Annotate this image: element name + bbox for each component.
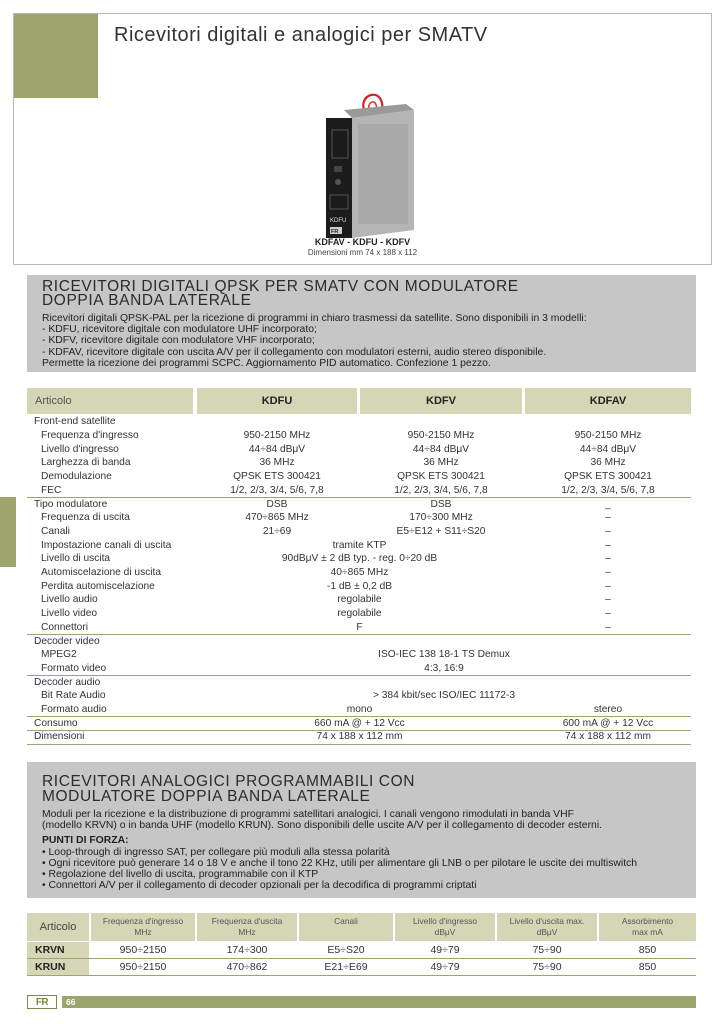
spec-value-all: ISO-IEC 138 18-1 TS Demux bbox=[378, 649, 510, 661]
page-number: 66 bbox=[66, 997, 76, 1007]
spec-value-kdfu-kdfv: tramite KTP bbox=[332, 539, 387, 551]
section2-description bbox=[42, 809, 637, 891]
analog-cell: 850 bbox=[638, 944, 657, 956]
analog-cell: 950÷2150 bbox=[119, 944, 167, 956]
section2-point: • Connettori A/V per il collegamento di decoder opzionali per la decodifica di programmi criptati bbox=[42, 880, 477, 892]
spec-value-kdfav: – bbox=[605, 525, 611, 537]
table-row bbox=[27, 429, 691, 443]
analog-cell: 850 bbox=[638, 961, 657, 973]
section1-text-line: - KDFAV, ricevitore digitale con uscita A/V per il collegamento con modulatori esterni, audio stereo disponibile. bbox=[42, 346, 547, 358]
table-row bbox=[27, 497, 691, 511]
analog-header-label: Frequenza d'uscita bbox=[211, 916, 283, 926]
table-row bbox=[27, 634, 691, 648]
analog-header-unit: dBμV bbox=[536, 927, 558, 937]
spec-value-kdfu: 1/2, 2/3, 3/4, 5/6, 7,8 bbox=[230, 484, 324, 496]
spec-row-label: Demodulazione bbox=[41, 471, 112, 483]
spec-header-kdfv: KDFV bbox=[360, 388, 522, 414]
spec-value-kdfav: 600 mA @ + 12 Vcc bbox=[562, 717, 654, 729]
analog-header-input-freq bbox=[91, 913, 195, 941]
spec-row-label: Consumo bbox=[34, 717, 78, 729]
analog-header-label: Livello d'ingresso bbox=[413, 916, 477, 926]
spec-value-kdfu-kdfv: 660 mA @ + 12 Vcc bbox=[314, 717, 405, 729]
spec-value-kdfu: 36 MHz bbox=[259, 457, 295, 469]
table-row bbox=[27, 511, 691, 525]
spec-row-label: Connettori bbox=[41, 621, 89, 633]
table-row bbox=[27, 525, 691, 539]
table-row bbox=[27, 470, 691, 484]
analog-cell: 49÷79 bbox=[430, 961, 460, 973]
spec-row-label: Dimensioni bbox=[34, 731, 85, 743]
spec-value-kdfu: 21÷69 bbox=[262, 525, 292, 537]
analog-cell: 49÷79 bbox=[430, 944, 460, 956]
analog-header-unit: dBμV bbox=[434, 927, 456, 937]
analog-header-output-level bbox=[497, 913, 597, 941]
spec-value-kdfav: 1/2, 2/3, 3/4, 5/6, 7,8 bbox=[561, 484, 655, 496]
spec-row-label: Livello d'ingresso bbox=[41, 443, 119, 455]
table-row bbox=[27, 703, 691, 718]
spec-row-label: Automiscelazione di uscita bbox=[41, 567, 162, 579]
spec-header-article: Articolo bbox=[27, 388, 193, 414]
spec-value-kdfav: 74 x 188 x 112 mm bbox=[565, 731, 651, 743]
spec-value-kdfav: – bbox=[605, 567, 611, 579]
spec-value-kdfv: 44÷84 dBμV bbox=[412, 443, 470, 455]
section1-text-line: - KDFV, ricevitore digitale con modulatore VHF incorporato; bbox=[42, 335, 315, 347]
spec-value-kdfav: – bbox=[605, 608, 611, 620]
table-row bbox=[27, 648, 691, 662]
section2-points-title: PUNTI DI FORZA: bbox=[42, 835, 129, 847]
spec-value-kdfv: E5÷E12 + S11÷S20 bbox=[396, 525, 486, 537]
spec-value-kdfav: 44÷84 dBμV bbox=[579, 443, 637, 455]
analog-cell: 950÷2150 bbox=[119, 961, 167, 973]
analog-cell: 470÷862 bbox=[226, 961, 268, 973]
table-row bbox=[27, 566, 691, 580]
spec-value-kdfu-kdfv: -1 dB ± 0,2 dB bbox=[326, 580, 393, 592]
spec-value-kdfu-kdfv: regolabile bbox=[337, 608, 382, 620]
section2-title-line2: MODULATORE DOPPIA BANDA LATERALE bbox=[42, 788, 371, 805]
analog-header-output-freq bbox=[197, 913, 297, 941]
analog-header-unit: MHz bbox=[238, 927, 256, 937]
section1-title-line2: DOPPIA BANDA LATERALE bbox=[42, 292, 252, 309]
table-row bbox=[27, 456, 691, 470]
analog-cell: 174÷300 bbox=[226, 944, 268, 956]
spec-row-label: Livello di uscita bbox=[41, 553, 111, 565]
spec-value-kdfu-kdfv: 90dBμV ± 2 dB typ. - reg. 0÷20 dB bbox=[281, 553, 438, 565]
spec-row-label: Formato audio bbox=[41, 704, 107, 716]
table-row bbox=[27, 730, 691, 745]
spec-row-label: Impostazione canali di uscita bbox=[41, 539, 172, 551]
table-row bbox=[27, 415, 691, 429]
spec-value-kdfav: – bbox=[605, 512, 611, 524]
spec-header-kdfav: KDFAV bbox=[525, 388, 691, 414]
spec-value-kdfu: QPSK ETS 300421 bbox=[233, 471, 321, 483]
analog-header-unit: MHz bbox=[134, 927, 152, 937]
table-row bbox=[27, 959, 696, 976]
section2-text-line: (modello KRVN) o in banda UHF (modello KRUN). Sono disponibili delle uscite A/V per il collegamento di decoder esterni. bbox=[42, 820, 603, 832]
device-brand-label: FR bbox=[331, 229, 339, 235]
section1-text-line: Permette la ricezione dei programmi SCPC. Aggiornamento PID automatico. Confezione 1 pezzo. bbox=[42, 357, 491, 369]
analog-header-consumption bbox=[599, 913, 696, 941]
analog-cell: 75÷90 bbox=[532, 944, 562, 956]
spec-value-kdfav: – bbox=[605, 553, 611, 565]
analog-article-code: KRUN bbox=[27, 959, 89, 975]
analog-cell: 75÷90 bbox=[532, 961, 562, 973]
spec-row-label: Livello video bbox=[41, 608, 98, 620]
section2-point: • Ogni ricevitore può generare 14 o 18 V e anche il tono 22 KHz, utili per alimentare gli LNB o per pilotare le uscite dei multiswitch bbox=[42, 857, 638, 869]
image-caption-dimensions: Dimensioni mm 74 x 188 x 112 bbox=[307, 248, 418, 257]
spec-row-label: Decoder audio bbox=[34, 676, 101, 688]
section2-point: • Loop-through di ingresso SAT, per collegare più moduli alla stessa polarità bbox=[42, 846, 390, 858]
spec-value-kdfu: 470÷865 MHz bbox=[245, 512, 309, 524]
spec-row-label: Perdita automiscelazione bbox=[41, 580, 155, 592]
spec-row-label: Canali bbox=[41, 525, 70, 537]
spec-row-label: Livello audio bbox=[41, 594, 98, 606]
table-row bbox=[27, 579, 691, 593]
spec-value-all: 4:3, 16:9 bbox=[424, 662, 464, 674]
spec-value-kdfav: 950-2150 MHz bbox=[574, 430, 642, 442]
spec-value-kdfu-kdfv: 40÷865 MHz bbox=[330, 567, 389, 579]
table-row bbox=[27, 662, 691, 677]
spec-value-kdfv: 170÷300 MHz bbox=[409, 512, 473, 524]
spec-row-label: Formato video bbox=[41, 662, 107, 674]
accent-block bbox=[14, 14, 98, 98]
section-digital-receivers bbox=[27, 275, 696, 372]
analog-header-label: Canali bbox=[334, 916, 358, 926]
spec-value-kdfu: DSB bbox=[266, 498, 288, 510]
analog-article-code: KRVN bbox=[27, 942, 89, 958]
analog-header-unit: max mA bbox=[632, 927, 663, 937]
table-row bbox=[27, 538, 691, 552]
table-row bbox=[27, 621, 691, 636]
product-image-panel bbox=[13, 13, 712, 265]
spec-value-kdfu-kdfv: mono bbox=[346, 704, 373, 716]
spec-value-kdfu-kdfv: F bbox=[356, 621, 363, 633]
table-row bbox=[27, 689, 691, 703]
analog-header-label: Assorbimento bbox=[621, 916, 674, 926]
table-row bbox=[27, 607, 691, 621]
spec-value-kdfv: 36 MHz bbox=[423, 457, 459, 469]
section1-text-line: - KDFU, ricevitore digitale con modulatore UHF incorporato; bbox=[42, 324, 317, 336]
spec-value-kdfav: – bbox=[605, 621, 611, 633]
spec-row-label: Bit Rate Audio bbox=[41, 690, 106, 702]
section1-title-line1: RICEVITORI DIGITALI QPSK PER SMATV CON MODULATORE bbox=[42, 278, 519, 295]
spec-value-kdfav: QPSK ETS 300421 bbox=[564, 471, 652, 483]
section1-text-line: Ricevitori digitali QPSK-PAL per la ricezione di programmi in chiaro trasmessi da satellite. Sono disponibili in 3 modelli: bbox=[42, 313, 587, 324]
spec-row-label: FEC bbox=[41, 484, 62, 496]
spec-value-kdfav: – bbox=[605, 594, 611, 606]
table-row bbox=[27, 593, 691, 607]
table-row bbox=[27, 716, 691, 731]
section-analog-receivers bbox=[27, 762, 696, 898]
table-row bbox=[27, 442, 691, 456]
image-caption-models: KDFAV - KDFU - KDFV bbox=[314, 237, 411, 247]
page-title: Ricevitori digitali e analogici per SMATV bbox=[114, 24, 488, 46]
spec-value-kdfv: 950-2150 MHz bbox=[407, 430, 475, 442]
spec-value-kdfav: 36 MHz bbox=[590, 457, 626, 469]
table-row bbox=[27, 552, 691, 566]
spec-value-kdfv: DSB bbox=[430, 498, 452, 510]
analog-cell: E5÷S20 bbox=[327, 944, 365, 956]
analog-header-article bbox=[27, 913, 89, 941]
section2-point: • Regolazione del livello di uscita, programmabile con il KTP bbox=[42, 869, 319, 881]
analog-cell: E21÷E69 bbox=[324, 961, 368, 973]
table-row bbox=[27, 942, 696, 959]
receiver-device-image bbox=[324, 90, 416, 240]
spec-value-kdfu: 44÷84 dBμV bbox=[248, 443, 306, 455]
table-row bbox=[27, 484, 691, 499]
spec-row-label: Tipo modulatore bbox=[34, 498, 108, 510]
section2-text-line: Moduli per la ricezione e la distribuzione di programmi satellitari analogici. I canali vengono rimodulati in banda VHF bbox=[42, 809, 574, 820]
footer-bar bbox=[62, 996, 696, 1008]
spec-value-kdfav: – bbox=[605, 539, 611, 551]
analog-header-label: Frequenza d'ingresso bbox=[102, 916, 184, 926]
spec-row-label: Frequenza di uscita bbox=[41, 512, 130, 524]
spec-value-kdfu-kdfv: 74 x 188 x 112 mm bbox=[316, 731, 403, 743]
brand-logo: FR bbox=[27, 995, 57, 1009]
spec-row-label: Frequenza d'ingresso bbox=[41, 430, 139, 442]
spec-value-all: > 384 kbit/sec ISO/IEC 11172-3 bbox=[372, 690, 516, 702]
spec-value-kdfu-kdfv: regolabile bbox=[337, 594, 382, 606]
spec-value-kdfv: 1/2, 2/3, 3/4, 5/6, 7,8 bbox=[394, 484, 488, 496]
spec-header-kdfu: KDFU bbox=[197, 388, 357, 414]
device-model-label: KDFU bbox=[330, 218, 347, 224]
analog-header-channels bbox=[299, 913, 393, 941]
section1-description bbox=[42, 313, 587, 369]
spec-value-kdfav: stereo bbox=[593, 704, 623, 716]
spec-value-kdfu: 950-2150 MHz bbox=[243, 430, 311, 442]
analog-header-input-level bbox=[395, 913, 495, 941]
table-row bbox=[27, 675, 691, 689]
spec-value-kdfav: – bbox=[605, 580, 611, 592]
spec-value-kdfav: _ bbox=[605, 498, 611, 510]
spec-row-label: MPEG2 bbox=[41, 649, 77, 661]
spec-row-label: Decoder video bbox=[34, 635, 100, 647]
spec-row-label: Front-end satellite bbox=[34, 416, 116, 428]
spec-value-kdfv: QPSK ETS 300421 bbox=[397, 471, 485, 483]
analog-header-label: Livello d'uscita max. bbox=[509, 916, 585, 926]
section2-title-line1: RICEVITORI ANALOGICI PROGRAMMABILI CON bbox=[42, 773, 416, 790]
side-tab-marker bbox=[0, 497, 16, 567]
analog-header-label: Articolo bbox=[39, 920, 77, 933]
spec-row-label: Larghezza di banda bbox=[41, 457, 131, 469]
